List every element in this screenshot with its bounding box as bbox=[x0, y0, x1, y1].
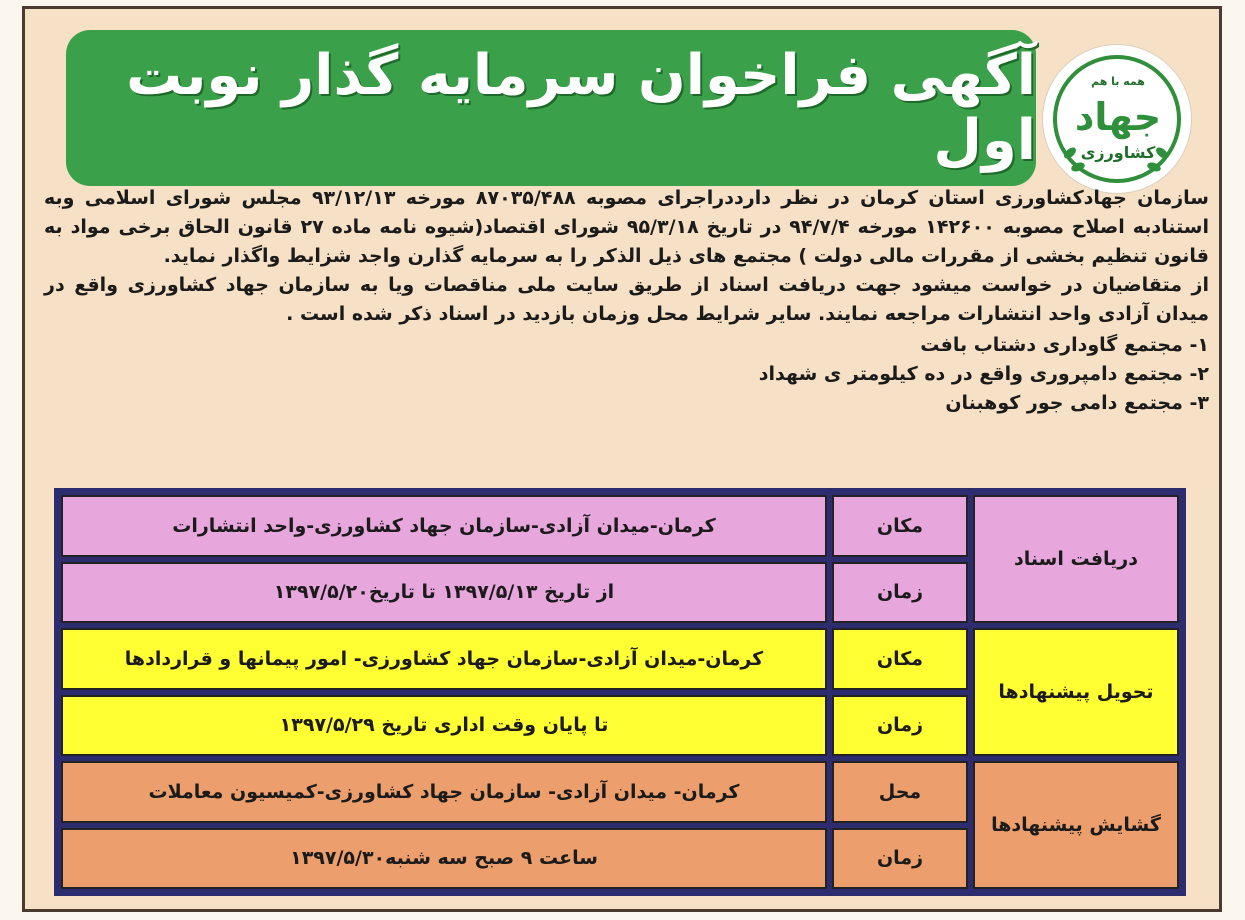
category-cell: دریافت اسناد bbox=[973, 495, 1179, 623]
title-banner bbox=[66, 30, 1036, 186]
schedule-table bbox=[54, 488, 1186, 896]
list-item: ۳- مجتمع دامی جور کوهبنان bbox=[945, 392, 1209, 414]
value-cell: کرمان-میدان آزادی-سازمان جهاد کشاورزی- امور پیمانها و قراردادها bbox=[61, 628, 827, 690]
category-cell: گشایش پیشنهادها bbox=[973, 761, 1179, 889]
list-item: ۲- مجتمع دامپروری واقع در ده کیلومتر ی شهداد bbox=[758, 363, 1209, 385]
label-cell: زمان bbox=[832, 828, 968, 890]
label-cell: مکان bbox=[832, 495, 968, 557]
category-cell: تحویل پیشنهادها bbox=[973, 628, 1179, 756]
table-row bbox=[61, 628, 1179, 690]
logo-slogan: همه با هم bbox=[1091, 75, 1145, 88]
logo-sub-text: کشاورزی bbox=[1080, 143, 1156, 162]
label-cell: مکان bbox=[832, 628, 968, 690]
announcement-body bbox=[44, 184, 1209, 418]
label-cell: محل bbox=[832, 761, 968, 823]
value-cell: ساعت ۹ صبح سه شنبه۱۳۹۷/۵/۳۰ bbox=[61, 828, 827, 890]
table-row bbox=[61, 495, 1179, 557]
label-cell: زمان bbox=[832, 562, 968, 624]
value-cell: از تاریخ ۱۳۹۷/۵/۱۳ تا تاریخ۱۳۹۷/۵/۲۰ bbox=[61, 562, 827, 624]
value-cell: تا پایان وقت اداری تاریخ ۱۳۹۷/۵/۲۹ bbox=[61, 695, 827, 757]
value-cell: کرمان-میدان آزادی-سازمان جهاد کشاورزی-واحد انتشارات bbox=[61, 495, 827, 557]
value-cell: کرمان- میدان آزادی- سازمان جهاد کشاورزی-کمیسیون معاملات bbox=[61, 761, 827, 823]
label-cell: زمان bbox=[832, 695, 968, 757]
intro-paragraph-1: سازمان جهادکشاورزی استان کرمان در نظر دارددراجرای مصوبه ۸۷۰۳۵/۴۸۸ مورخه ۹۳/۱۲/۱۳ مجلس شورای اسلامی وبه استنادبه اصلاح مصوبه ۱۴۲۶۰۰ مورخه ۹۴/۷/۴ در تاریخ ۹۵/۳/۱۸ شورای اقتصاد(شیوه نامه ماده ۲۷ قانون الحاق برخی مواد به قانون تنظیم بخشی از مقررات مالی دولت ) مجتمع های ذیل الذکر را به سرمایه گذارن واجد شزایط واگذار نماید. bbox=[44, 187, 1209, 267]
complex-list bbox=[44, 331, 1209, 418]
intro-paragraph-2: از متقاضیان در خواست میشود جهت دریافت اسناد از طریق سایت ملی مناقصات ویا به سازمان جهاد کشاورزی واقع در میدان آزادی واحد انتشارات مراجعه نمایند. سایر شرایط محل وزمان بازدید در اسناد ذکر شده است . bbox=[44, 274, 1209, 325]
page-title: آگهی فراخوان سرمایه گذار نوبت اول bbox=[126, 43, 1036, 173]
list-item: ۱- مجتمع گاوداری دشتاب بافت bbox=[920, 334, 1209, 356]
ministry-logo bbox=[1042, 44, 1192, 194]
logo-main-text: جهاد bbox=[1074, 95, 1162, 139]
table-row bbox=[61, 761, 1179, 823]
